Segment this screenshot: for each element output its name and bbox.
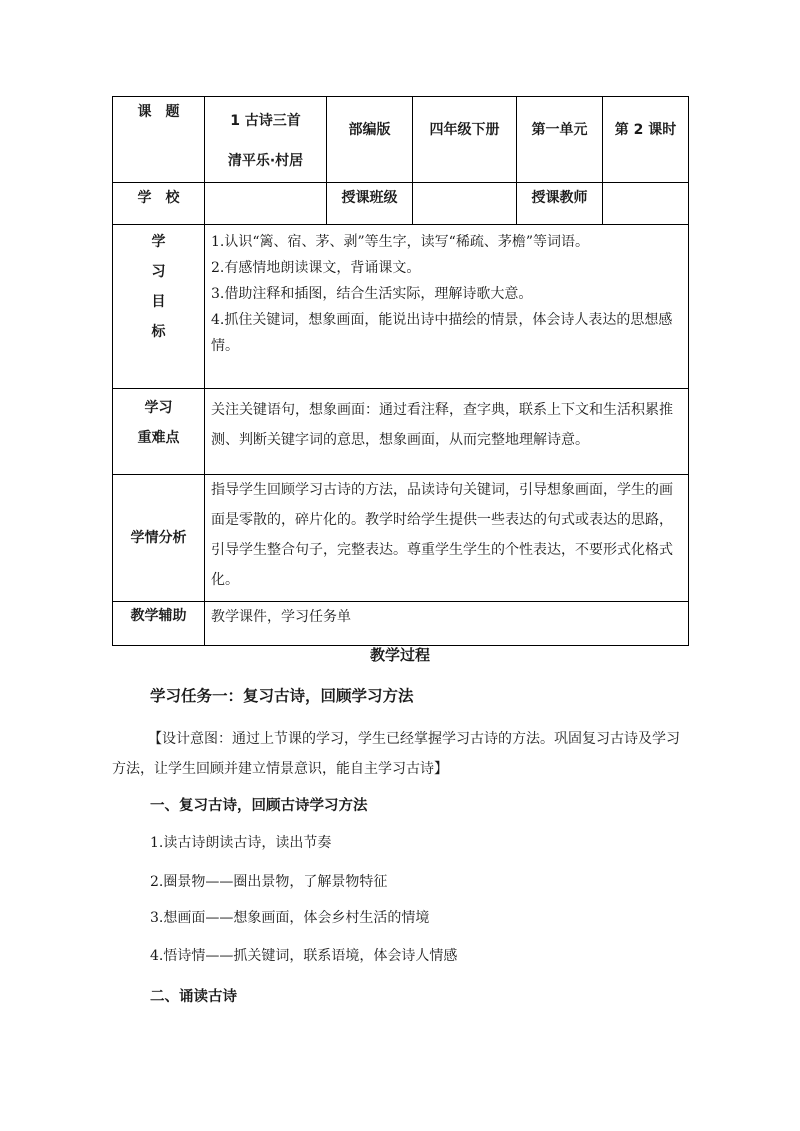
table-row-school [113, 183, 689, 225]
key-points-label [113, 389, 205, 475]
aids-label: 教学辅助 [113, 602, 205, 646]
key-points-content: 关注关键语句，想象画面：通过看注释，查字典，联系上下文和生活积累推测、判断关键字词的意思，想象画面，从而完整地理解诗意。 [205, 389, 689, 475]
edition-cell: 部编版 [327, 97, 413, 183]
goal-item: 4.抓住关键词，想象画面，能说出诗中描绘的情景，体会诗人表达的思想感情。 [211, 312, 673, 354]
table-row-goals [113, 225, 689, 389]
topic-title: 1 古诗三首 [230, 113, 301, 129]
task1-heading: 学习任务一：复习古诗，回顾学习方法 [150, 687, 414, 705]
goals-label-char: 习 [151, 264, 166, 280]
goals-label-char: 标 [151, 324, 166, 340]
goals-content [205, 225, 689, 389]
teacher-value [603, 183, 689, 225]
aids-content: 教学课件，学习任务单 [205, 602, 689, 646]
section1-item: 1.读古诗朗读古诗，读出节奏 [150, 835, 332, 851]
class-label: 授课班级 [327, 183, 413, 225]
table-row-aids [113, 602, 689, 646]
analysis-label: 学情分析 [113, 475, 205, 602]
school-value [205, 183, 327, 225]
section2-heading: 二、诵读古诗 [150, 989, 237, 1005]
goals-label-char: 目 [151, 294, 166, 310]
process-title: 教学过程 [369, 646, 430, 664]
topic-subtitle: 清平乐·村居 [227, 153, 304, 169]
table-row-key-points [113, 389, 689, 475]
section1-item: 3.想画面——想象画面，体会乡村生活的情境 [150, 910, 430, 926]
lesson-cell: 第 2 课时 [603, 97, 689, 183]
table-row-topic [113, 97, 689, 183]
topic-cell [205, 97, 327, 183]
table-row-analysis [113, 475, 689, 602]
key-points-label-line: 学习 [144, 400, 173, 416]
analysis-content: 指导学生回顾学习古诗的方法，品读诗句关键词，引导想象画面，学生的画面是零散的，碎片化的。教学时给学生提供一些表达的句式或表达的思路，引导学生整合句子，完整表达。尊重学生学生的个性表达，不要形式化格式化。 [205, 475, 689, 602]
unit-cell: 第一单元 [517, 97, 603, 183]
goal-item: 1.认识“篱、宿、茅、剥”等生字，读写“稀疏、茅檐”等词语。 [211, 234, 589, 250]
section1-heading: 一、复习古诗，回顾古诗学习方法 [150, 798, 368, 814]
goal-item: 2.有感情地朗读课文，背诵课文。 [211, 260, 421, 276]
goal-item: 3.借助注释和插图，结合生活实际，理解诗歌大意。 [211, 286, 533, 302]
design-intent: 【设计意图：通过上节课的学习，学生已经掌握学习古诗的方法。巩固复习古诗及学习方法，让学生回顾并建立情景意识，能自主学习古诗】 [112, 731, 680, 777]
key-points-label-line: 重难点 [137, 430, 180, 446]
goals-label-char: 学 [151, 234, 166, 250]
teacher-label: 授课教师 [517, 183, 603, 225]
topic-label: 课 题 [113, 97, 205, 183]
lesson-plan-table [112, 96, 689, 646]
section1-item: 2.圈景物——圈出景物，了解景物特征 [150, 874, 388, 890]
goals-label [113, 225, 205, 389]
class-value [413, 183, 517, 225]
grade-cell: 四年级下册 [413, 97, 517, 183]
section1-item: 4.悟诗情——抓关键词，联系语境，体会诗人情感 [150, 948, 458, 964]
school-label: 学 校 [113, 183, 205, 225]
